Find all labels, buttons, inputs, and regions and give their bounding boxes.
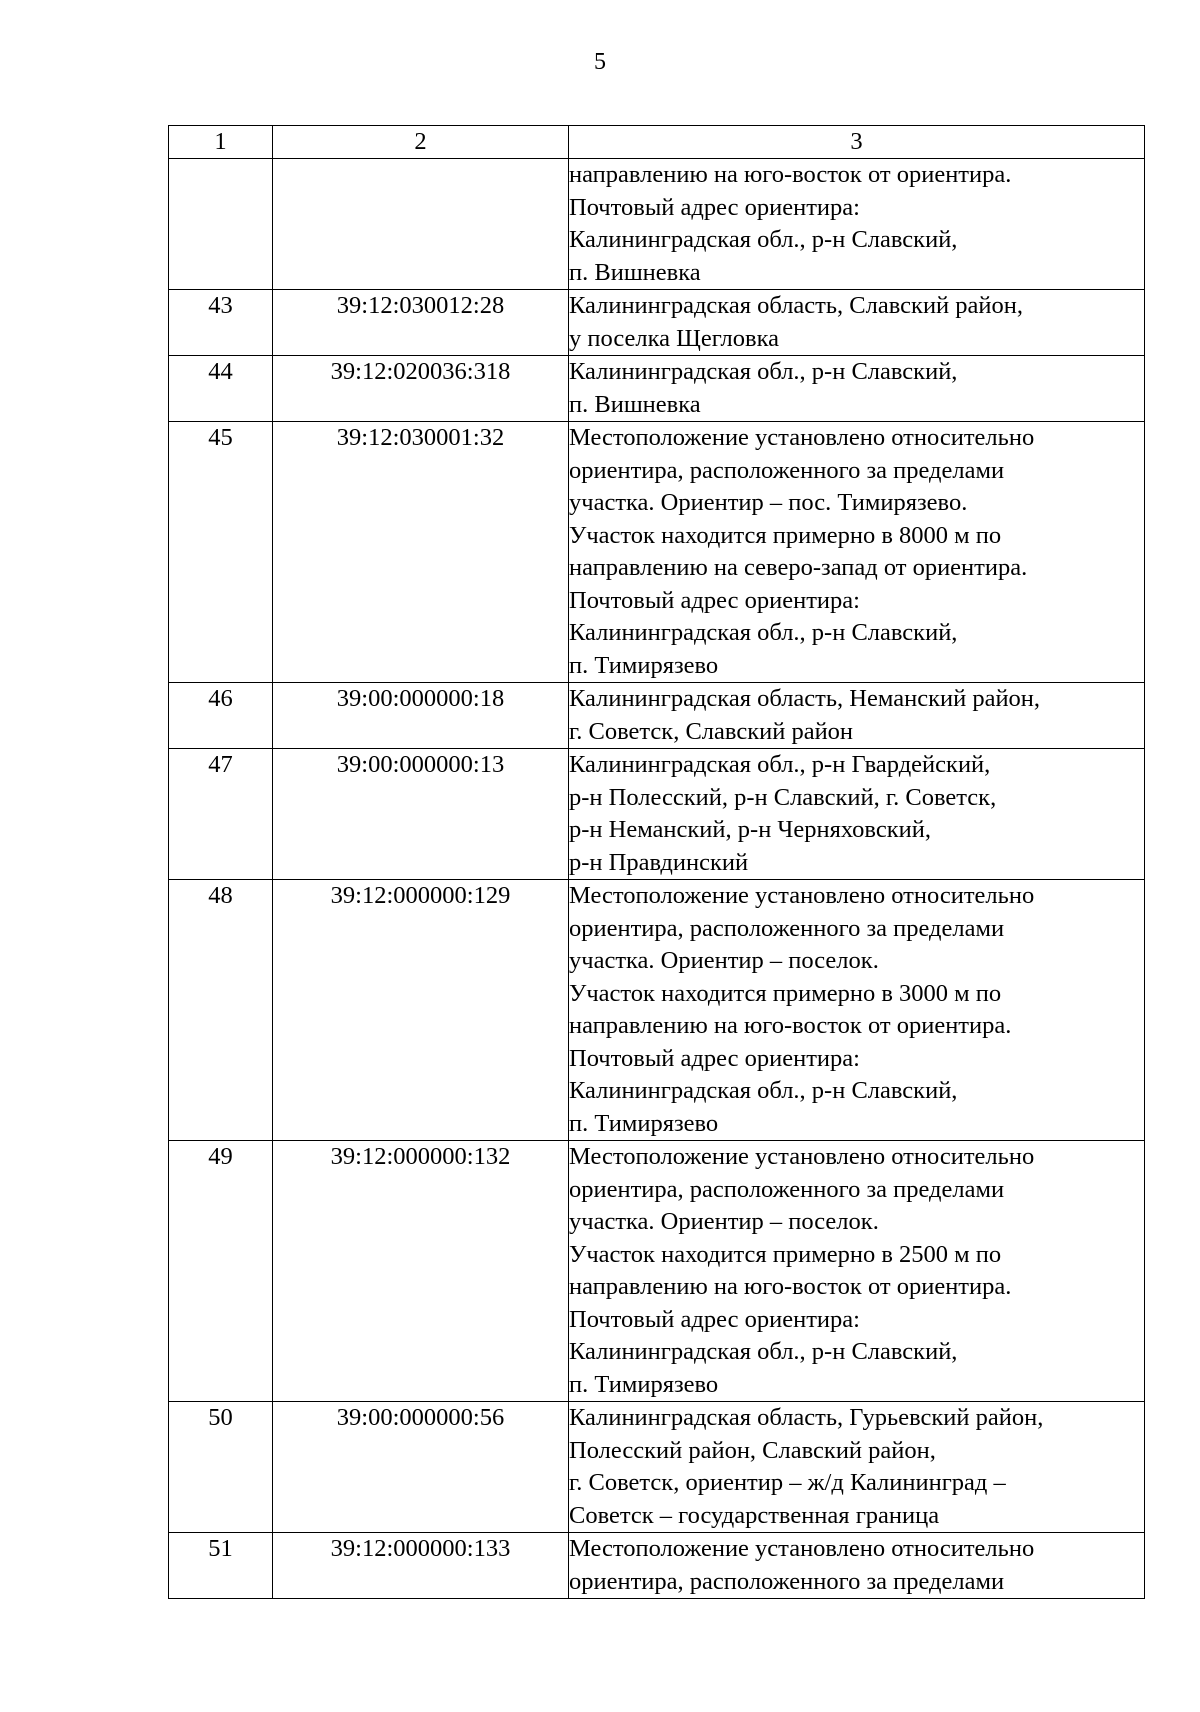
location-line: п. Вишневка — [569, 258, 701, 286]
table-row — [169, 290, 1145, 356]
column-header-cadastral: 2 — [273, 126, 569, 159]
table-row — [169, 1141, 1145, 1402]
cadastral-number: 39:12:000000:129 — [273, 880, 569, 1141]
location-line: р-н Правдинский — [569, 848, 749, 876]
cadastral-number: 39:12:030001:32 — [273, 422, 569, 683]
column-header-address: 3 — [569, 126, 1145, 159]
location-line: участка. Ориентир – пос. Тимирязево. — [569, 489, 968, 516]
location-description — [569, 290, 1145, 356]
location-line: Участок находится примерно в 2500 м по — [569, 1240, 1002, 1268]
location-description — [569, 422, 1145, 683]
location-line: Калининградская обл., р-н Гвардейский, — [569, 751, 991, 778]
location-description — [569, 880, 1145, 1141]
location-description — [569, 356, 1145, 422]
location-line: г. Советск, ориентир – ж/д Калининград – — [569, 1469, 1006, 1496]
location-line: направлению на северо-запад от ориентира. — [569, 554, 1028, 581]
location-line: Почтовый адрес ориентира: — [569, 586, 860, 614]
location-line: п. Тимирязево — [569, 1109, 719, 1137]
location-line: ориентира, расположенного за пределами — [569, 1175, 1005, 1203]
cadastral-number: 39:12:020036:318 — [273, 356, 569, 422]
location-line: ориентира, расположенного за пределами — [569, 914, 1005, 942]
location-line: г. Советск, Славский район — [569, 717, 854, 745]
location-line: участка. Ориентир – поселок. — [569, 1208, 879, 1235]
location-line: Местоположение установлено относительно — [569, 882, 1035, 909]
cadastral-number — [273, 159, 569, 290]
row-number — [169, 159, 273, 290]
location-line: направлению на юго-восток от ориентира. — [569, 1012, 1012, 1039]
cadastral-number: 39:12:000000:132 — [273, 1141, 569, 1402]
table-header — [169, 126, 1145, 159]
location-line: направлению на юго-восток от ориентира. — [569, 161, 1012, 188]
cadastral-number: 39:12:030012:28 — [273, 290, 569, 356]
location-line: Калининградская обл., р-н Славский, — [569, 619, 958, 646]
location-line: Калининградская обл., р-н Славский, — [569, 1077, 958, 1104]
location-line: у поселка Щегловка — [569, 324, 779, 352]
location-line: Советск – государственная граница — [569, 1501, 940, 1529]
row-number: 51 — [169, 1533, 273, 1599]
location-line: Местоположение установлено относительно — [569, 424, 1035, 451]
row-number: 46 — [169, 683, 273, 749]
column-header-number: 1 — [169, 126, 273, 159]
location-line: Почтовый адрес ориентира: — [569, 1305, 860, 1333]
cadastral-number: 39:12:000000:133 — [273, 1533, 569, 1599]
table-row — [169, 683, 1145, 749]
location-line: Местоположение установлено относительно — [569, 1143, 1035, 1170]
location-line: п. Тимирязево — [569, 1370, 719, 1398]
table-row — [169, 1533, 1145, 1599]
location-description — [569, 1402, 1145, 1533]
location-line: Калининградская обл., р-н Славский, — [569, 358, 958, 385]
table-row — [169, 880, 1145, 1141]
table-body — [169, 159, 1145, 1599]
location-line: ориентира, расположенного за пределами — [569, 456, 1005, 484]
row-number: 43 — [169, 290, 273, 356]
location-description — [569, 683, 1145, 749]
location-line: п. Тимирязево — [569, 651, 719, 679]
row-number: 49 — [169, 1141, 273, 1402]
row-number: 45 — [169, 422, 273, 683]
table-row — [169, 159, 1145, 290]
table-row — [169, 749, 1145, 880]
location-description — [569, 749, 1145, 880]
location-line: п. Вишневка — [569, 390, 701, 418]
location-line: участка. Ориентир – поселок. — [569, 947, 879, 974]
page-number: 5 — [594, 49, 606, 75]
location-line: Участок находится примерно в 8000 м по — [569, 521, 1002, 549]
table-row — [169, 1402, 1145, 1533]
table-row — [169, 356, 1145, 422]
location-line: Калининградская обл., р-н Славский, — [569, 226, 958, 253]
table-row — [169, 422, 1145, 683]
row-number: 48 — [169, 880, 273, 1141]
row-number: 50 — [169, 1402, 273, 1533]
row-number: 44 — [169, 356, 273, 422]
location-line: р-н Неманский, р-н Черняховский, — [569, 816, 931, 843]
location-line: Калининградская область, Неманский район, — [569, 685, 1041, 712]
location-description — [569, 1141, 1145, 1402]
location-description — [569, 1533, 1145, 1599]
location-line: Местоположение установлено относительно — [569, 1535, 1035, 1562]
land-plots-table — [168, 125, 1145, 1599]
location-line: Участок находится примерно в 3000 м по — [569, 979, 1002, 1007]
cadastral-number: 39:00:000000:13 — [273, 749, 569, 880]
location-line: Почтовый адрес ориентира: — [569, 1044, 860, 1072]
location-line: р-н Полесский, р-н Славский, г. Советск, — [569, 783, 997, 811]
location-line: ориентира, расположенного за пределами — [569, 1567, 1005, 1595]
cadastral-number: 39:00:000000:18 — [273, 683, 569, 749]
table-header-row — [169, 126, 1145, 159]
location-line: направлению на юго-восток от ориентира. — [569, 1273, 1012, 1300]
location-line: Полесский район, Славский район, — [569, 1436, 936, 1464]
cadastral-number: 39:00:000000:56 — [273, 1402, 569, 1533]
location-line: Калининградская обл., р-н Славский, — [569, 1338, 958, 1365]
location-line: Калининградская область, Славский район, — [569, 292, 1024, 319]
location-line: Калининградская область, Гурьевский район, — [569, 1404, 1044, 1431]
location-description — [569, 159, 1145, 290]
row-number: 47 — [169, 749, 273, 880]
location-line: Почтовый адрес ориентира: — [569, 193, 860, 221]
